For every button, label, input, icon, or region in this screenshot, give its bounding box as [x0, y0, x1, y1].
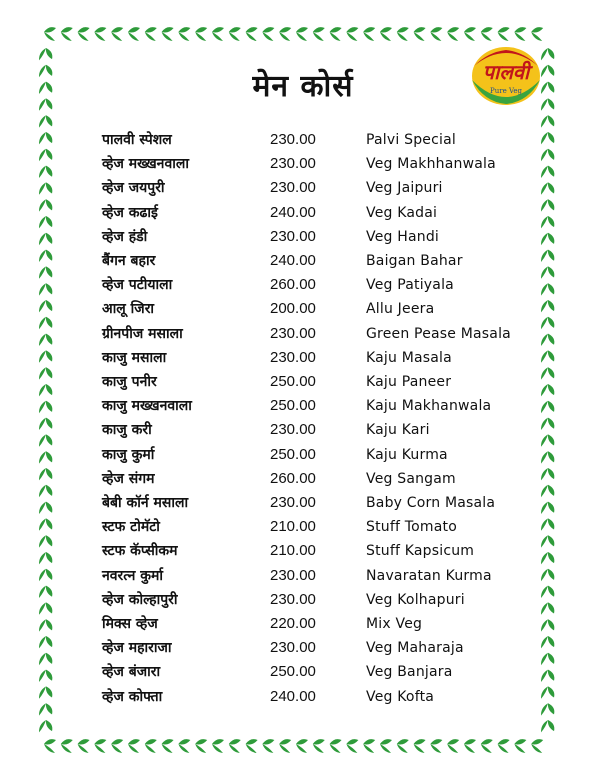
- item-name-english: Kaju Kari: [366, 422, 430, 439]
- item-price: 230.00: [270, 348, 316, 366]
- item-name-marathi: नवरत्न कुर्मा: [102, 567, 163, 584]
- menu-item: [0, 225, 606, 249]
- leaf-icon: [464, 739, 476, 753]
- item-name-marathi: स्टफ कॅप्सीकम: [102, 543, 178, 560]
- item-price: 230.00: [270, 324, 316, 342]
- leaf-icon: [162, 27, 174, 41]
- menu-item: [0, 660, 606, 684]
- item-price: 230.00: [270, 590, 316, 608]
- leaf-icon: [78, 27, 90, 41]
- menu-item: [0, 418, 606, 442]
- leaf-icon: [279, 739, 291, 753]
- item-price: 240.00: [270, 203, 316, 221]
- item-name-english: Navaratan Kurma: [366, 567, 492, 584]
- leaf-icon: [414, 27, 426, 41]
- menu-item: [0, 588, 606, 612]
- leaf-icon: [447, 27, 459, 41]
- logo-name: पालवी: [482, 60, 530, 84]
- item-name-marathi: व्हेज जयपुरी: [102, 180, 165, 197]
- leaf-icon: [447, 739, 459, 753]
- menu-item: [0, 636, 606, 660]
- leaf-icon: [229, 27, 241, 41]
- item-name-english: Veg Kofta: [366, 688, 435, 705]
- item-name-english: Veg Sangam: [366, 470, 456, 487]
- leaf-icon: [514, 27, 526, 41]
- item-name-marathi: स्टफ टोमॅटो: [102, 519, 160, 536]
- leaf-icon: [539, 719, 555, 733]
- brand-logo: [468, 44, 544, 108]
- leaf-icon: [514, 739, 526, 753]
- leaf-icon: [37, 47, 53, 61]
- leaf-icon: [346, 27, 358, 41]
- item-price: 250.00: [270, 445, 316, 463]
- leaf-icon: [279, 27, 291, 41]
- item-name-marathi: काजु करी: [102, 422, 152, 439]
- leaf-icon: [313, 739, 325, 753]
- menu-item: [0, 128, 606, 152]
- item-name-marathi: व्हेज हंडी: [102, 228, 148, 245]
- item-price: 260.00: [270, 469, 316, 487]
- leaf-icon: [44, 27, 56, 41]
- leaf-icon: [380, 739, 392, 753]
- item-name-marathi: व्हेज पटीयाला: [102, 277, 173, 294]
- item-name-english: Palvi Special: [366, 132, 456, 148]
- leaf-icon: [128, 739, 140, 753]
- leaf-icon: [363, 27, 375, 41]
- item-name-english: Veg Banjara: [366, 664, 453, 681]
- menu-item: [0, 249, 606, 273]
- leaf-icon: [111, 27, 123, 41]
- item-price: 230.00: [270, 421, 316, 439]
- item-name-marathi: व्हेज संगम: [102, 470, 155, 487]
- item-price: 230.00: [270, 155, 316, 173]
- item-price: 230.00: [270, 566, 316, 584]
- item-name-english: Stuff Tomato: [366, 519, 457, 536]
- item-price: 220.00: [270, 615, 316, 632]
- leaf-icon: [330, 27, 342, 41]
- leaf-icon: [296, 27, 308, 41]
- leaf-icon: [128, 27, 140, 41]
- leaf-icon: [145, 739, 157, 753]
- item-name-english: Veg Kolhapuri: [366, 591, 465, 608]
- item-name-english: Veg Handi: [366, 228, 439, 245]
- item-name-english: Kaju Makhanwala: [366, 398, 492, 415]
- item-name-marathi: आलू जिरा: [102, 301, 155, 318]
- item-name-english: Baby Corn Masala: [366, 495, 496, 511]
- leaf-icon: [363, 739, 375, 753]
- item-name-english: Veg Makhhanwala: [366, 156, 496, 173]
- leaf-icon: [61, 27, 73, 41]
- item-name-marathi: काजु पनीर: [102, 374, 157, 390]
- leaf-icon: [481, 739, 493, 753]
- item-name-marathi: ग्रीनपीज मसाला: [102, 325, 183, 342]
- leaf-icon: [346, 739, 358, 753]
- item-name-english: Mix Veg: [366, 616, 423, 632]
- leaf-icon: [330, 739, 342, 753]
- leaf-icon: [178, 739, 190, 753]
- logo-tagline: Pure Veg: [490, 87, 522, 95]
- leaf-icon: [94, 27, 106, 41]
- item-price: 230.00: [270, 179, 316, 197]
- item-name-marathi: व्हेज कढाई: [102, 204, 158, 221]
- menu-item: [0, 297, 606, 321]
- item-price: 250.00: [270, 663, 316, 681]
- menu-item: [0, 564, 606, 588]
- item-price: 210.00: [270, 542, 316, 560]
- item-price: 230.00: [270, 494, 316, 511]
- menu-item: [0, 612, 606, 636]
- item-name-marathi: व्हेज कोफ्ता: [102, 688, 163, 705]
- item-price: 240.00: [270, 252, 316, 269]
- leaf-icon: [481, 27, 493, 41]
- menu-item: [0, 322, 606, 346]
- leaf-icon: [212, 27, 224, 41]
- leaf-icon: [61, 739, 73, 753]
- leaf-icon: [539, 114, 555, 128]
- item-name-english: Baigan Bahar: [366, 253, 463, 269]
- item-price: 260.00: [270, 276, 316, 294]
- menu-item: [0, 467, 606, 491]
- leaf-icon: [44, 739, 56, 753]
- leaf-icon: [94, 739, 106, 753]
- leaf-icon: [162, 739, 174, 753]
- menu-item: [0, 152, 606, 176]
- item-name-marathi: पालवी स्पेशल: [102, 132, 172, 148]
- item-price: 200.00: [270, 300, 316, 318]
- item-name-english: Veg Jaipuri: [366, 180, 443, 197]
- leaf-icon: [37, 719, 53, 733]
- item-name-english: Kaju Paneer: [366, 374, 452, 390]
- leaf-icon: [229, 739, 241, 753]
- item-price: 240.00: [270, 687, 316, 705]
- item-name-marathi: व्हेज महाराजा: [102, 640, 172, 657]
- leaf-icon: [498, 27, 510, 41]
- leaf-icon: [296, 739, 308, 753]
- leaf-icon: [178, 27, 190, 41]
- menu-item: [0, 685, 606, 709]
- leaf-icon: [414, 739, 426, 753]
- menu-item: [0, 346, 606, 370]
- leaf-icon: [78, 739, 90, 753]
- menu-item: [0, 539, 606, 563]
- item-price: 230.00: [270, 227, 316, 245]
- item-name-english: Veg Kadai: [366, 204, 438, 221]
- leaf-icon: [37, 114, 53, 128]
- menu-item: [0, 443, 606, 467]
- item-name-marathi: व्हेज कोल्हापुरी: [102, 591, 178, 608]
- menu-item: [0, 370, 606, 394]
- item-name-marathi: मिक्स व्हेज: [102, 616, 158, 632]
- leaf-icon: [531, 739, 543, 753]
- item-name-marathi: काजु मख्खनवाला: [102, 398, 192, 415]
- leaf-icon: [212, 739, 224, 753]
- leaf-icon: [430, 27, 442, 41]
- item-name-english: Stuff Kapsicum: [366, 543, 475, 560]
- item-name-english: Green Pease Masala: [366, 325, 511, 342]
- item-price: 230.00: [270, 639, 316, 657]
- leaf-icon: [145, 27, 157, 41]
- leaf-icon: [246, 739, 258, 753]
- leaf-icon: [380, 27, 392, 41]
- menu-item: [0, 176, 606, 200]
- leaf-icon: [531, 27, 543, 41]
- item-name-marathi: व्हेज मख्खनवाला: [102, 156, 189, 173]
- item-price: 250.00: [270, 397, 316, 415]
- leaf-icon: [464, 27, 476, 41]
- leaf-icon: [195, 27, 207, 41]
- item-price: 250.00: [270, 373, 316, 390]
- item-name-marathi: काजु कुर्मा: [102, 446, 155, 463]
- leaf-icon: [111, 739, 123, 753]
- item-name-english: Kaju Kurma: [366, 446, 448, 463]
- page-title: मेन कोर्स: [252, 69, 354, 104]
- item-name-marathi: व्हेज बंजारा: [102, 664, 161, 681]
- item-name-marathi: काजु मसाला: [102, 349, 167, 366]
- leaf-icon: [498, 739, 510, 753]
- leaf-icon: [246, 27, 258, 41]
- leaf-icon: [262, 27, 274, 41]
- leaf-icon: [262, 739, 274, 753]
- item-name-marathi: बैंगन बहार: [102, 253, 156, 269]
- menu-item: [0, 273, 606, 297]
- item-name-english: Veg Maharaja: [366, 640, 464, 657]
- item-name-marathi: बेबी कॉर्न मसाला: [102, 495, 189, 511]
- leaf-icon: [313, 27, 325, 41]
- leaf-icon: [397, 27, 409, 41]
- leaf-icon: [430, 739, 442, 753]
- item-price: 210.00: [270, 518, 316, 536]
- menu-item: [0, 515, 606, 539]
- item-name-english: Allu Jeera: [366, 301, 435, 318]
- menu-item: [0, 491, 606, 515]
- item-name-english: Kaju Masala: [366, 349, 452, 366]
- leaf-icon: [195, 739, 207, 753]
- menu-item: [0, 201, 606, 225]
- leaf-icon: [397, 739, 409, 753]
- item-price: 230.00: [270, 131, 316, 148]
- item-name-english: Veg Patiyala: [366, 277, 454, 294]
- menu-item: [0, 394, 606, 418]
